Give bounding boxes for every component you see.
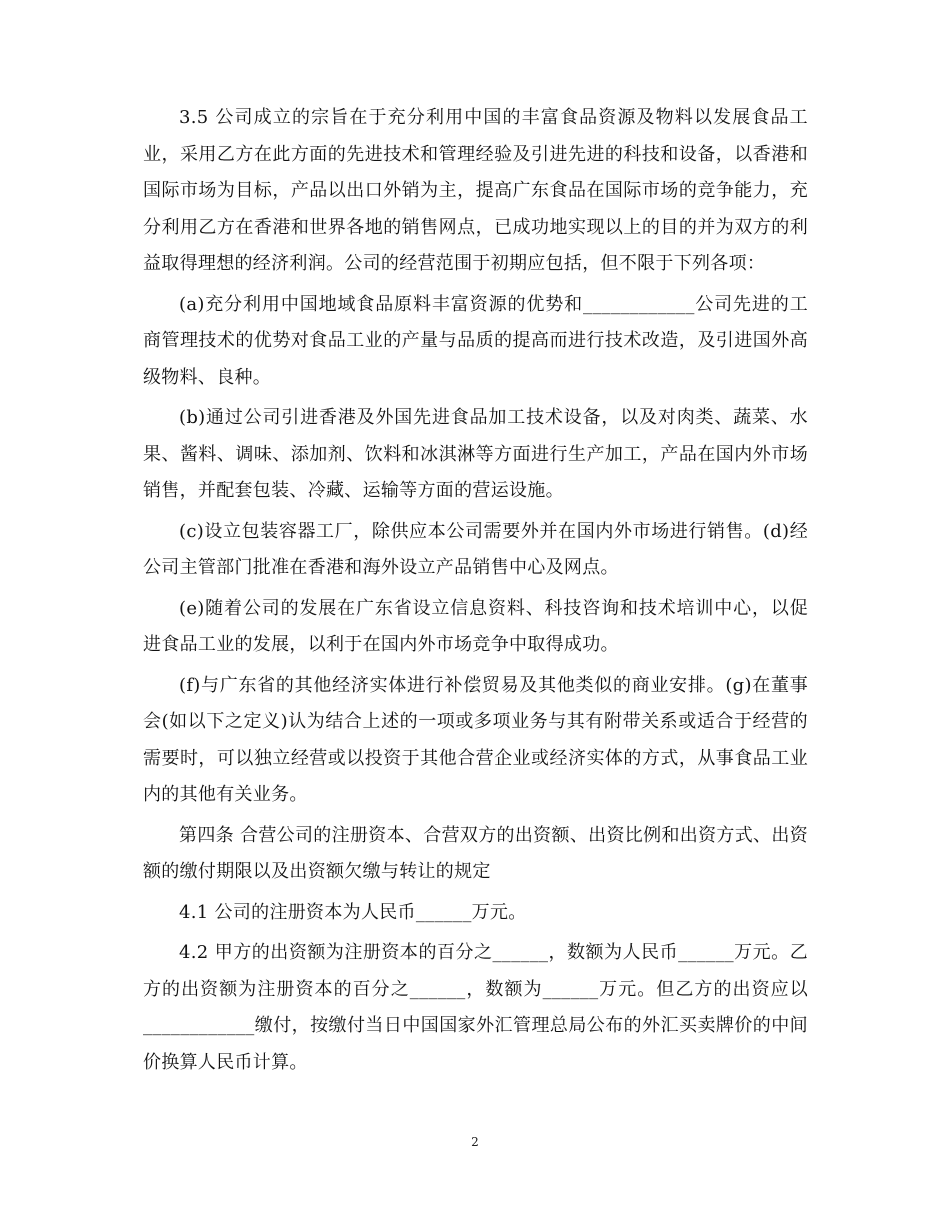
- page-number: 2: [471, 1135, 479, 1149]
- paragraph-4-2: 4.2 甲方的出资额为注册资本的百分之______，数额为人民币______万元。乙方的出资额为注册资本的百分之______，数额为______万元。但乙方的出资应以____________缴付，按缴付当日中国国家外汇管理总局公布的外汇买卖牌价的中间价换算人民币计算。: [143, 942, 808, 1073]
- article-4-heading: 第四条 合营公司的注册资本、合营双方的出资额、出资比例和出资方式、出资额的缴付期限以及出资额欠缴与转让的规定: [143, 824, 808, 882]
- paragraph-item-b: (b)通过公司引进香港及外国先进食品加工技术设备，以及对肉类、蔬菜、水果、酱料、调味、添加剂、饮料和冰淇淋等方面进行生产加工，产品在国内外市场销售，并配套包装、冷藏、运输等方面的营运设施。: [143, 407, 808, 501]
- paragraph-item-f-g: (f)与广东省的其他经济实体进行补偿贸易及其他类似的商业安排。(g)在董事会(如以下之定义)认为结合上述的一项或多项业务与其有附带关系或适合于经营的需要时，可以独立经营或以投资于其他合营企业或经济实体的方式，从事食品工业内的其他有关业务。: [143, 674, 808, 805]
- paragraph-item-c-d: (c)设立包装容器工厂，除供应本公司需要外并在国内外市场进行销售。(d)经公司主管部门批准在香港和海外设立产品销售中心及网点。: [143, 520, 808, 578]
- paragraph-4-1: 4.1 公司的注册资本为人民币______万元。: [179, 901, 527, 923]
- paragraph-item-a: (a)充分利用中国地域食品原料丰富资源的优势和____________公司先进的工商管理技术的优势对食品工业的产量与品质的提高而进行技术改造，及引进国外高级物料、良种。: [143, 293, 808, 388]
- paragraph-3-5: 3.5 公司成立的宗旨在于充分利用中国的丰富食品资源及物料以发展食品工业，采用乙方在此方面的先进技术和管理经验及引进先进的科技和设备，以香港和国际市场为目标，产品以出口外销为主，提高广东食品在国际市场的竞争能力，充分利用乙方在香港和世界各地的销售网点，已成功地实现以上的目的并为双方的利益取得理想的经济利润。公司的经营范围于初期应包括，但不限于下列各项：: [143, 107, 808, 274]
- document-body: [143, 100, 808, 1085]
- paragraph-item-e: (e)随着公司的发展在广东省设立信息资料、科技咨询和技术培训中心，以促进食品工业的发展，以利于在国内外市场竞争中取得成功。: [143, 597, 808, 655]
